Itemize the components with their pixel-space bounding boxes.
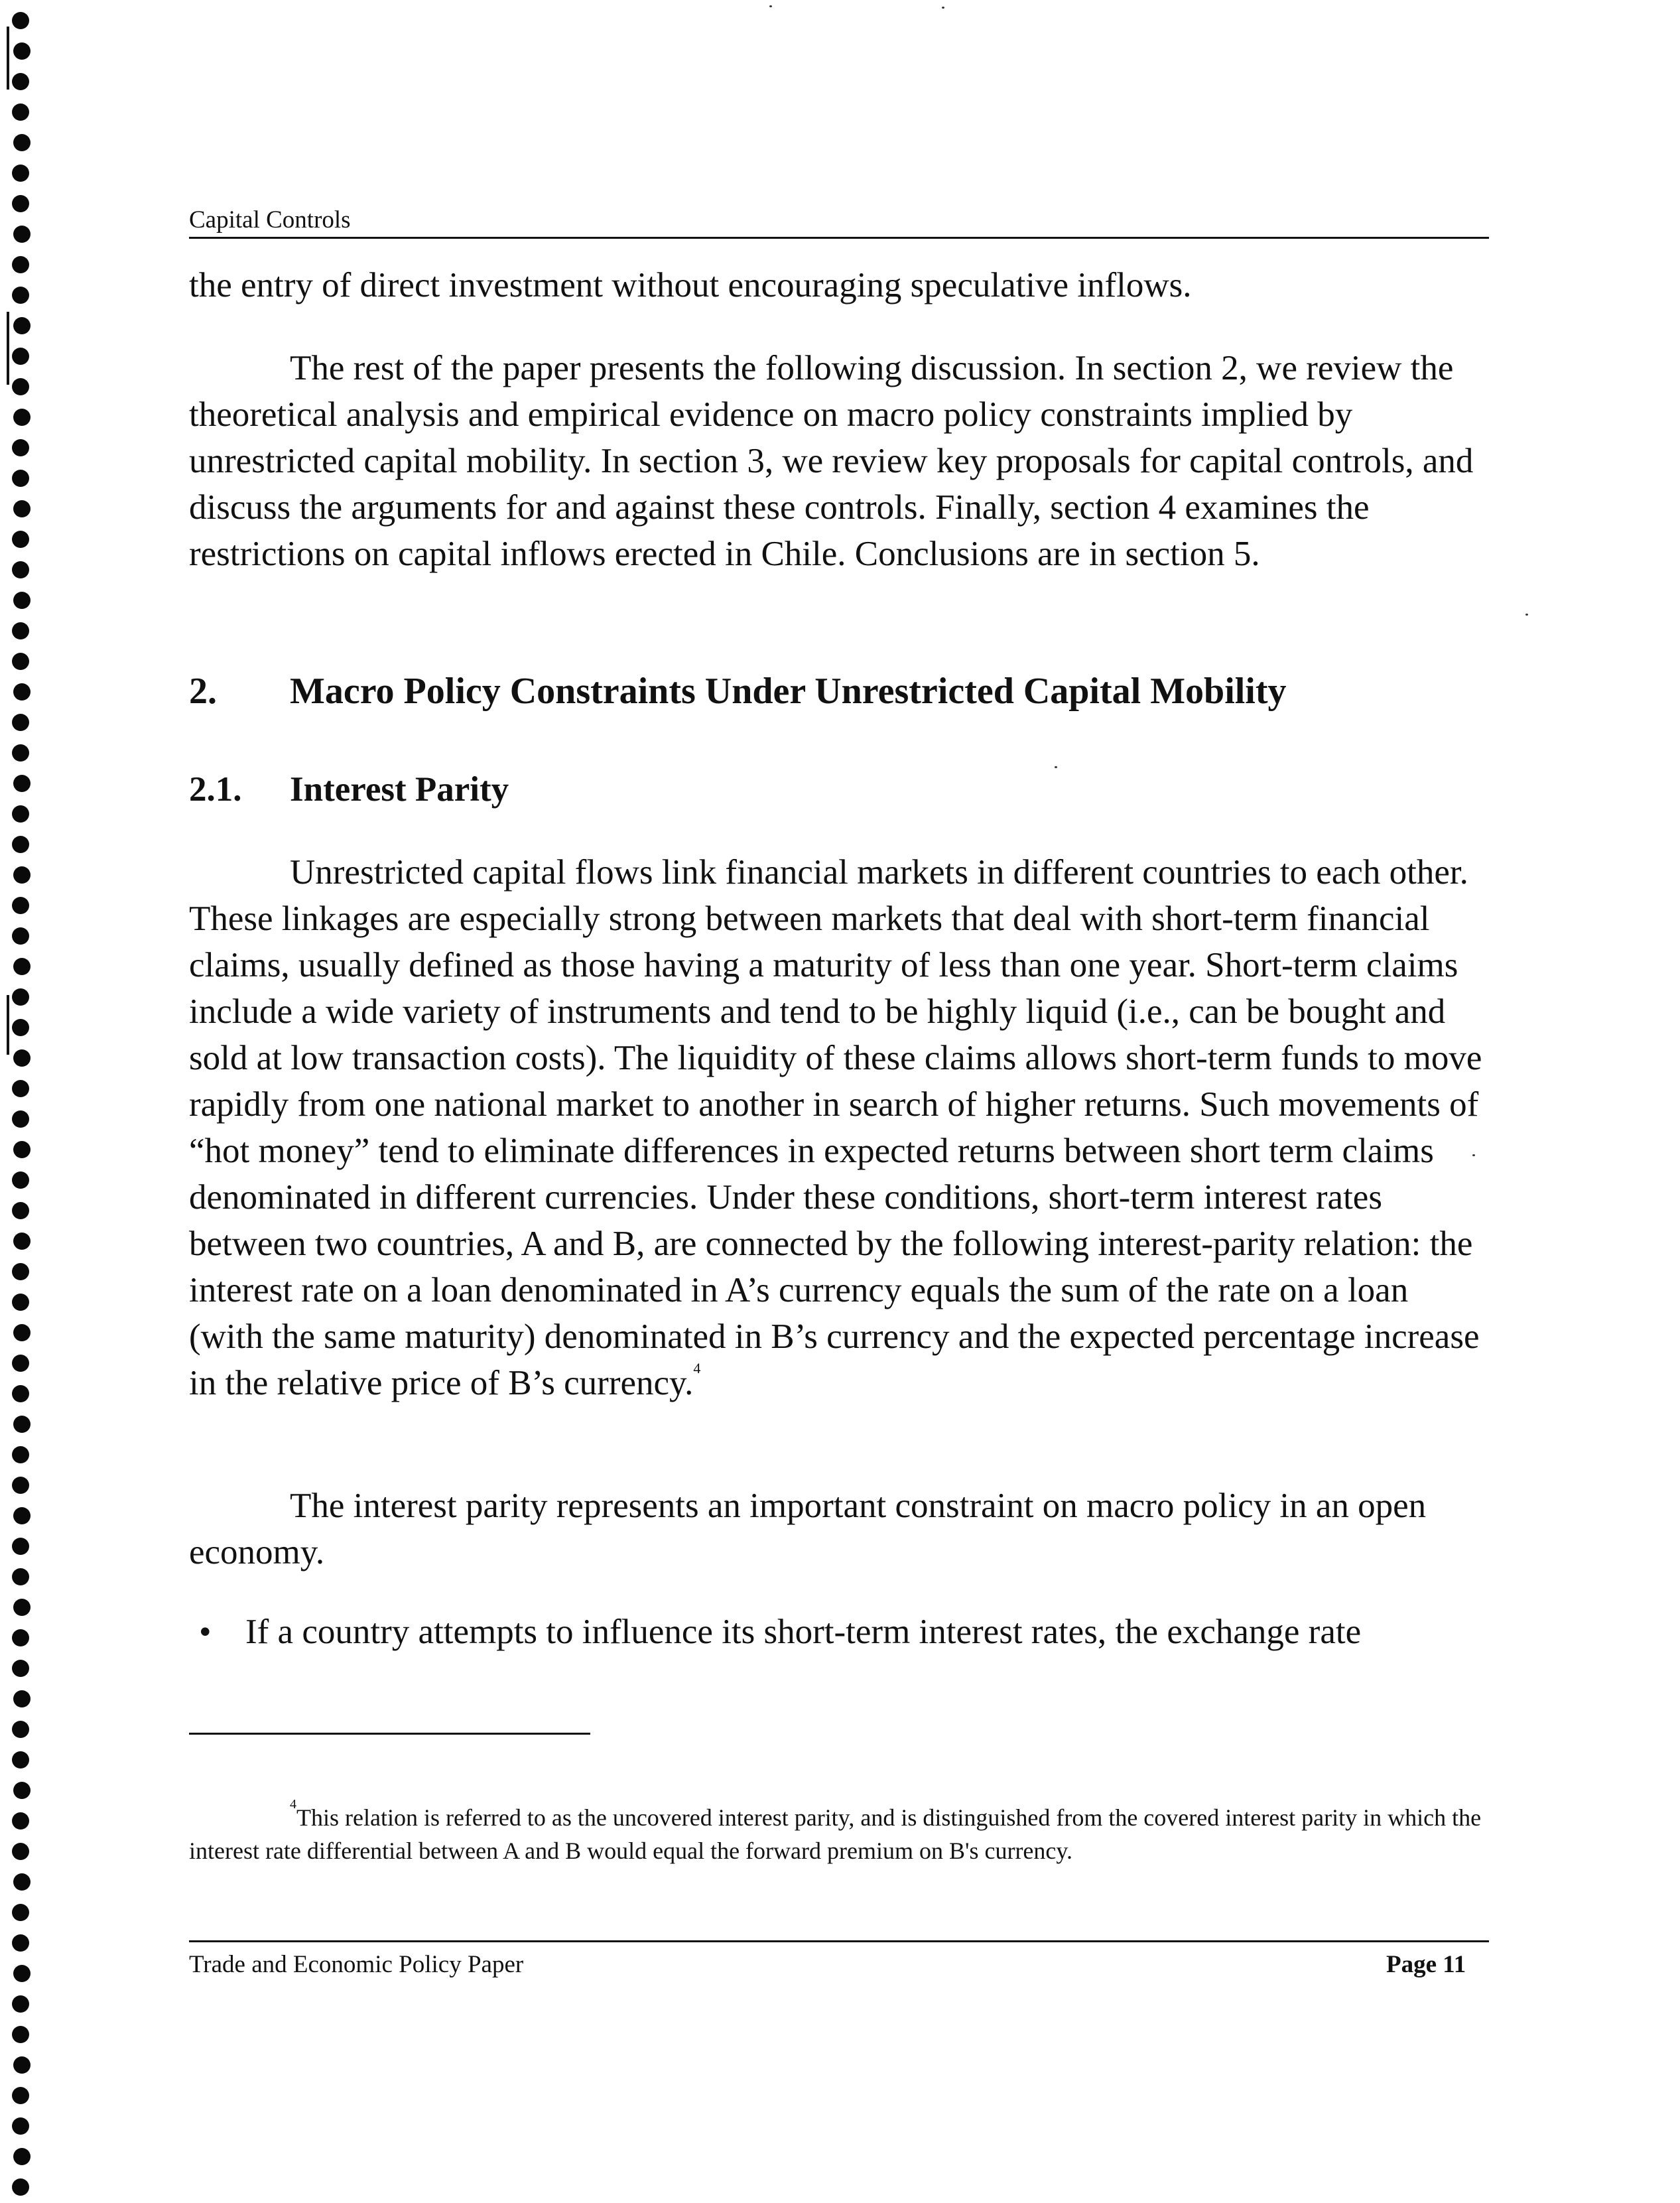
binder-hole (12, 2087, 29, 2104)
footnote-marker: 4 (290, 1797, 296, 1812)
binder-hole (12, 2117, 29, 2135)
running-header: Capital Controls (189, 206, 351, 234)
binder-hole (12, 897, 29, 914)
scan-speck (769, 5, 772, 7)
binder-hole (12, 1110, 29, 1128)
binder-hole (12, 1263, 29, 1280)
binder-hole (12, 378, 29, 395)
binder-hole (13, 1782, 31, 1799)
binder-holes (0, 0, 46, 2203)
subsection-number: 2.1. (189, 770, 242, 809)
binder-hole (13, 1049, 31, 1067)
binder-hole (12, 1660, 29, 1677)
scan-speck (1055, 766, 1057, 768)
constraint-paragraph: The interest parity represents an important constraint on macro policy in an open economy. (189, 1487, 1427, 1571)
continuation-paragraph: the entry of direct investment without encouraging speculative inflows. (189, 266, 1192, 304)
binder-hole (12, 103, 29, 121)
scan-speck (1525, 614, 1528, 616)
intro-paragraph: The rest of the paper presents the following discussion. In section 2, we review the theoretical analysis and empirical evidence on macro policy constraints implied by unrestricted capital mobility. In section 3, we review key proposals for capital controls, and discuss the arguments for and against these controls. Finally, section 4 examines the restrictions on capital inflows erected in Chile. Conclusions are in section 5. (189, 349, 1474, 573)
binder-edge-line (7, 995, 9, 1055)
binder-hole (12, 1294, 29, 1311)
binder-hole (12, 1355, 29, 1372)
binder-hole (12, 531, 29, 548)
binder-hole (13, 1507, 31, 1524)
binder-hole (13, 500, 31, 517)
binder-hole (12, 622, 29, 639)
bullet-item (189, 1609, 1361, 1655)
binder-hole (12, 2026, 29, 2043)
binder-hole (13, 683, 31, 701)
binder-hole (12, 2178, 29, 2196)
binder-hole (13, 317, 31, 334)
binder-hole (13, 866, 31, 884)
binder-hole (13, 226, 31, 243)
binder-hole (12, 1446, 29, 1463)
page-number: Page 11 (1386, 1951, 1466, 1978)
binder-hole (12, 744, 29, 762)
binder-edge-line (7, 27, 9, 90)
binder-hole (12, 1568, 29, 1585)
binder-hole (13, 2148, 31, 2165)
binder-hole (12, 1812, 29, 1830)
binder-hole (12, 561, 29, 578)
binder-hole (12, 653, 29, 670)
binder-hole (13, 1324, 31, 1341)
binder-hole (13, 134, 31, 151)
binder-hole (12, 195, 29, 212)
binder-hole (12, 1202, 29, 1219)
binder-hole (13, 409, 31, 426)
binder-hole (12, 836, 29, 853)
binder-hole (12, 1477, 29, 1494)
scan-speck (1472, 1154, 1475, 1156)
binder-hole (12, 165, 29, 182)
footnote-text: This relation is referred to as the uncovered interest parity, and is distinguished from the covered interest parity in which the interest rate differential between A and B would equal the forward premium on B's currency. (189, 1804, 1482, 1864)
binder-hole (13, 42, 31, 60)
section-number: 2. (189, 671, 217, 712)
binder-hole (12, 287, 29, 304)
binder-hole (13, 1690, 31, 1707)
binder-hole (13, 1599, 31, 1616)
binder-hole (12, 805, 29, 823)
binder-hole (12, 1751, 29, 1769)
binder-hole (12, 12, 29, 29)
binder-hole (12, 1171, 29, 1189)
binder-edge-line (7, 312, 9, 385)
binder-hole (12, 927, 29, 945)
binder-hole (12, 256, 29, 273)
binder-hole (13, 1965, 31, 1982)
binder-hole (12, 439, 29, 456)
binder-hole (12, 714, 29, 731)
footnote-separator (189, 1733, 590, 1735)
footer-rule (189, 1940, 1489, 1942)
binder-hole (12, 1385, 29, 1402)
binder-hole (13, 1416, 31, 1433)
binder-hole (13, 592, 31, 609)
binder-hole (13, 958, 31, 975)
binder-hole (13, 775, 31, 792)
subsection-heading (189, 769, 509, 809)
footnote-reference: 4 (693, 1360, 701, 1376)
binder-hole (13, 1233, 31, 1250)
interest-parity-text: Unrestricted capital flows link financial markets in different countries to each other. These linkages are especially strong between markets that deal with short-term financial claims, usually defined as those having a maturity of less than one year. Short-term claims include a wide variety of instruments and tend to be highly liquid (i.e., can be bought and sold at low transaction costs). The liquidity of these claims allows short-term funds to move rapidly from one national market to another in search of higher returns. Such movements of “hot money” tend to eliminate differences in expected returns between short term claims denominated in different currencies. Under these conditions, short-term interest rates between two countries, A and B, are connected by the following interest-parity relation: the interest rate on a loan denominated in A’s currency equals the sum of the rate on a loan (with the same maturity) denominated in B’s currency and the expected percentage increase in the relative price of B’s currency. (189, 853, 1482, 1402)
section-heading (189, 670, 1287, 712)
interest-parity-paragraph (189, 849, 1489, 1406)
binder-hole (12, 988, 29, 1006)
bullet-symbol: • (199, 1613, 212, 1651)
binder-hole (12, 1080, 29, 1097)
binder-hole (12, 1721, 29, 1738)
binder-hole (13, 1873, 31, 1891)
binder-hole (13, 1141, 31, 1158)
footer-publication: Trade and Economic Policy Paper (189, 1951, 524, 1978)
header-rule (189, 237, 1489, 239)
binder-hole (12, 1843, 29, 1860)
bullet-text: If a country attempts to influence its short-term interest rates, the exchange rate (245, 1613, 1362, 1651)
subsection-title: Interest Parity (290, 770, 509, 809)
binder-hole (12, 1629, 29, 1646)
binder-hole (13, 2056, 31, 2074)
binder-hole (12, 1904, 29, 1921)
binder-hole (12, 470, 29, 487)
binder-hole (12, 1995, 29, 2013)
section-title: Macro Policy Constraints Under Unrestricted Capital Mobility (290, 671, 1287, 712)
binder-hole (12, 348, 29, 365)
binder-hole (12, 1538, 29, 1555)
footnote (189, 1797, 1489, 1867)
binder-hole (12, 1019, 29, 1036)
binder-hole (12, 73, 29, 90)
scan-speck (942, 7, 944, 9)
binder-hole (12, 1934, 29, 1952)
